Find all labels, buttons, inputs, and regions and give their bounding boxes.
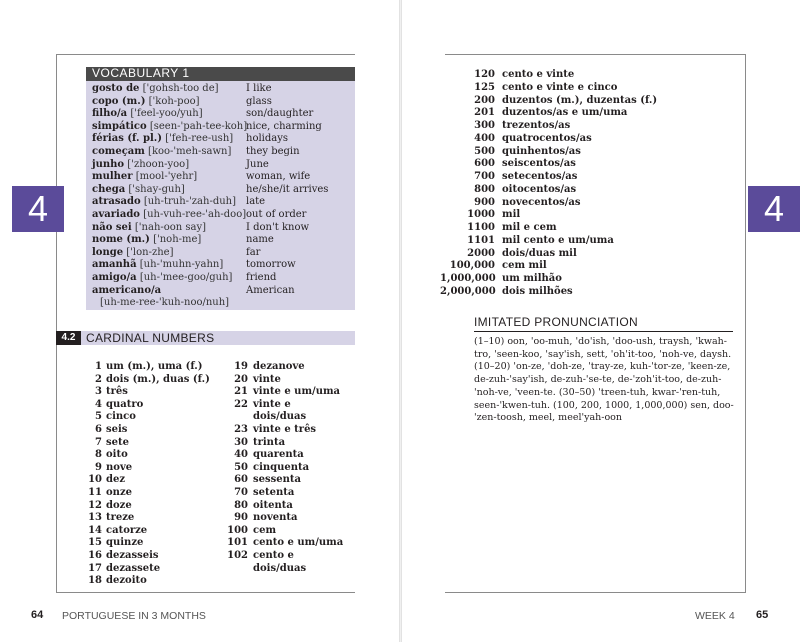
left-bottom-rule: [56, 592, 355, 593]
vocab-term: [100, 297, 229, 310]
vocab-pronunciation: ['noh-me]: [153, 234, 202, 246]
vocab-translation: late: [246, 196, 266, 208]
number-word: cento e vinte e cinco: [502, 81, 618, 93]
number-figure: 2000: [467, 247, 495, 259]
vocab-portuguese: copo (m.): [92, 95, 146, 107]
number-word: mil: [502, 209, 521, 221]
number-figure: 5: [95, 411, 102, 423]
vocab-pronunciation: ['zhoon-yoo]: [127, 158, 190, 170]
vocab-term: [92, 184, 185, 197]
book-gutter: [399, 0, 402, 642]
number-figure: 1: [95, 361, 102, 372]
vocab-pronunciation: [uh-me-ree-'kuh-noo/nuh]: [100, 297, 230, 309]
vocab-translation: American: [246, 284, 295, 296]
vocab-term: [92, 83, 219, 96]
number-figure: 17: [88, 562, 102, 574]
number-figure: 16: [88, 550, 102, 561]
number-figure: 14: [88, 524, 102, 536]
number-word: dezanove: [253, 361, 305, 372]
right-top-rule: [445, 54, 745, 55]
vocab-term: [92, 209, 246, 222]
number-word: cem: [253, 524, 277, 536]
number-word: onze: [106, 487, 132, 498]
vocab-portuguese: avariado: [92, 209, 140, 220]
number-word: dois milhões: [502, 285, 573, 297]
vocab-portuguese: mulher: [92, 171, 133, 183]
number-figure: 23: [234, 424, 248, 435]
vocab-portuguese: simpático: [92, 120, 147, 132]
number-figure: 1000: [467, 209, 495, 221]
number-word: sete: [106, 436, 129, 448]
number-word: dois/duas: [253, 411, 307, 423]
number-figure: 400: [474, 132, 495, 144]
number-word: novecentos/as: [502, 196, 581, 208]
number-word: mil e cem: [502, 222, 557, 233]
number-word: cinquenta: [253, 461, 310, 473]
vocab-translation: he/she/it arrives: [246, 183, 329, 195]
vocab-pronunciation: ['shay-guh]: [128, 183, 185, 195]
number-figure: 19: [234, 361, 248, 372]
number-figure: 300: [474, 120, 495, 131]
number-figure: 1,000,000: [440, 273, 496, 284]
vocab-translation: holidays: [246, 133, 289, 145]
number-figure: 102: [227, 550, 248, 561]
number-figure: 60: [234, 474, 248, 486]
vocab-pronunciation: ['koh-poo]: [148, 95, 200, 107]
vocabulary-title: VOCABULARY 1: [92, 66, 190, 80]
page-number-left: 64: [31, 609, 44, 621]
vocab-term: [92, 196, 236, 209]
number-word: cento e vinte: [502, 69, 575, 80]
number-word: dois (m.), duas (f.): [106, 373, 210, 385]
number-figure: 125: [474, 81, 495, 93]
number-figure: 7: [95, 436, 102, 448]
vocab-pronunciation: ['feel-yoo/yuh]: [130, 108, 203, 120]
number-word: sessenta: [253, 474, 301, 486]
number-word: mil cento e um/uma: [502, 234, 614, 246]
number-figure: 900: [474, 196, 495, 208]
imitated-pronunciation-title: IMITATED PRONUNCIATION: [474, 315, 638, 329]
number-figure: 15: [88, 537, 102, 549]
footer-week: WEEK 4: [695, 610, 735, 622]
number-figure: 120: [474, 69, 495, 80]
number-figure: 21: [234, 386, 248, 398]
right-bottom-rule: [445, 592, 745, 593]
number-word: noventa: [253, 512, 298, 524]
number-word: doze: [106, 499, 132, 511]
vocab-term: [92, 146, 231, 159]
number-word: seis: [106, 424, 128, 435]
number-word: dois/duas: [253, 562, 307, 574]
number-word: cem mil: [502, 260, 547, 272]
vocab-term: [92, 234, 201, 247]
number-figure: 11: [88, 487, 102, 498]
number-word: catorze: [106, 524, 148, 536]
vocab-portuguese: atrasado: [92, 196, 141, 208]
vocab-pronunciation: ['feh-ree-ush]: [165, 133, 234, 145]
number-figure: 100: [227, 524, 248, 536]
vocab-pronunciation: ['lon-zhe]: [126, 246, 174, 258]
number-word: vinte: [253, 373, 281, 385]
number-word: treze: [106, 512, 135, 524]
imitated-pronunciation-text: (1–10) oon, 'oo-muh, 'do'ish, 'doo-ush, traysh, 'kwah-tro, 'seen-koo, 'say'ish, sett, 'oh'it-too, 'noh-ve, daysh. (10–20) 'on-ze, 'doh-ze, 'tray-ze, kuh-'tor-ze, 'keen-ze, de-zuh-'say'ish, de-zuh-'se-te, de-'zoh'it-too, de-zuh-'noh-ve, 'veen-te. (30–50) 'treen-tuh, kwar-'ren-tuh, seen-'kwen-tuh. (100, 200, 1000, 1,000,000) sen, doo-'zen-toosh, meel, meel'yah-oon: [474, 336, 734, 424]
number-figure: 700: [474, 171, 495, 182]
number-word: dez: [106, 474, 126, 486]
number-figure: 2,000,000: [440, 285, 496, 297]
vocab-portuguese: junho: [92, 158, 125, 170]
number-figure: 100,000: [449, 260, 495, 272]
number-figure: 22: [234, 398, 248, 410]
number-figure: 50: [234, 461, 248, 473]
imitated-pronunciation-rule: [474, 331, 733, 332]
vocab-portuguese: não sei: [92, 221, 132, 233]
vocab-translation: nice, charming: [246, 120, 322, 132]
left-top-rule: [56, 54, 355, 55]
vocab-portuguese: nome (m.): [92, 234, 150, 246]
number-word: quarenta: [253, 449, 304, 461]
number-figure: 13: [88, 512, 102, 524]
number-figure: 600: [474, 158, 495, 170]
number-word: três: [106, 386, 128, 398]
vocab-portuguese: americano/a: [92, 284, 162, 296]
number-figure: 12: [88, 499, 102, 511]
vocab-pronunciation: [koo-'meh-sawn]: [148, 146, 232, 157]
number-figure: 500: [474, 145, 495, 157]
vocab-pronunciation: [uh-'muhn-yahn]: [139, 259, 224, 271]
number-figure: 1100: [467, 222, 495, 233]
chapter-tab-left: 4: [12, 186, 64, 232]
number-word: setenta: [253, 487, 295, 498]
number-word: dezassete: [106, 562, 161, 574]
vocab-term: [92, 159, 189, 172]
number-word: vinte e três: [253, 424, 317, 435]
number-figure: 2: [95, 373, 102, 385]
number-figure: 10: [88, 474, 102, 486]
number-figure: 30: [234, 436, 248, 448]
vocab-translation: out of order: [246, 209, 307, 220]
vocab-pronunciation: ['nah-oon say]: [134, 221, 207, 233]
vocab-term: [92, 285, 161, 298]
section-title: CARDINAL NUMBERS: [86, 331, 215, 345]
vocab-portuguese: começam: [92, 146, 145, 157]
number-word: cinco: [106, 411, 136, 423]
vocab-portuguese: filho/a: [92, 108, 128, 120]
vocab-pronunciation: [uh-'mee-goo/guh]: [139, 272, 233, 283]
number-figure: 18: [88, 575, 102, 587]
number-word: um milhão: [502, 273, 562, 284]
number-word: trinta: [253, 436, 286, 448]
vocab-portuguese: gosto de: [92, 83, 140, 94]
number-figure: 70: [234, 487, 248, 498]
number-word: vinte e: [253, 398, 291, 410]
vocab-pronunciation: [uh-truh-'zah-duh]: [143, 196, 237, 208]
vocab-translation: tomorrow: [246, 259, 296, 271]
number-figure: 1101: [467, 234, 495, 246]
number-figure: 20: [234, 373, 248, 385]
vocab-portuguese: longe: [92, 246, 124, 258]
vocab-term: [92, 222, 206, 235]
number-figure: 40: [234, 449, 248, 461]
vocab-term: [92, 247, 174, 260]
number-figure: 80: [234, 499, 248, 511]
number-word: um (m.), uma (f.): [106, 361, 203, 372]
vocab-portuguese: férias (f. pl.): [92, 133, 162, 145]
number-word: oito: [106, 449, 128, 461]
number-word: oitocentos/as: [502, 183, 577, 195]
vocab-translation: glass: [246, 95, 272, 107]
number-figure: 90: [234, 512, 248, 524]
number-word: dois/duas mil: [502, 247, 577, 259]
vocab-term: [92, 108, 203, 121]
vocab-translation: friend: [246, 272, 277, 283]
number-word: trezentos/as: [502, 120, 571, 131]
vocab-term: [92, 121, 247, 134]
section-number: 4.2: [56, 331, 81, 345]
vocab-translation: far: [246, 246, 261, 258]
page-number-right: 65: [756, 609, 769, 621]
number-figure: 6: [95, 424, 102, 435]
vocab-translation: son/daughter: [246, 108, 314, 120]
vocab-term: [92, 259, 223, 272]
footer-book-title: PORTUGUESE IN 3 MONTHS: [62, 610, 206, 622]
vocab-pronunciation: [uh-vuh-ree-'ah-doo]: [143, 209, 247, 220]
number-word: quinze: [106, 537, 144, 549]
number-figure: 8: [95, 449, 102, 461]
left-vertical-rule: [56, 54, 57, 593]
vocab-pronunciation: [seen-'pah-tee-koh]: [149, 120, 248, 132]
number-figure: 101: [227, 537, 248, 549]
number-figure: 200: [474, 94, 495, 106]
number-word: oitenta: [253, 499, 293, 511]
vocab-pronunciation: [mool-'yehr]: [135, 171, 198, 183]
vocab-term: [92, 272, 232, 285]
number-word: seiscentos/as: [502, 158, 576, 170]
number-word: cento e um/uma: [253, 537, 344, 549]
number-word: dezasseis: [106, 550, 159, 561]
vocab-term: [92, 133, 233, 146]
number-word: dezoito: [106, 575, 147, 587]
vocab-translation: they begin: [246, 146, 300, 157]
number-figure: 9: [95, 461, 102, 473]
number-figure: 201: [474, 107, 495, 119]
vocab-translation: woman, wife: [246, 171, 311, 183]
vocab-pronunciation: ['gohsh-too de]: [142, 83, 219, 94]
number-word: vinte e um/uma: [253, 386, 341, 398]
number-figure: 3: [95, 386, 102, 398]
number-word: quinhentos/as: [502, 145, 581, 157]
number-word: cento e: [253, 550, 294, 561]
right-vertical-rule: [745, 54, 746, 593]
number-word: setecentos/as: [502, 171, 578, 182]
number-word: quatrocentos/as: [502, 132, 592, 144]
number-figure: 800: [474, 183, 495, 195]
vocab-portuguese: chega: [92, 183, 126, 195]
vocab-translation: June: [246, 158, 269, 170]
number-figure: 4: [95, 398, 102, 410]
number-word: nove: [106, 461, 133, 473]
vocab-portuguese: amanhã: [92, 259, 137, 271]
number-word: duzentos/as e um/uma: [502, 107, 628, 119]
vocab-term: [92, 96, 200, 109]
number-word: quatro: [106, 398, 144, 410]
chapter-tab-right: 4: [748, 186, 800, 232]
vocab-term: [92, 171, 197, 184]
number-word: duzentos (m.), duzentas (f.): [502, 94, 658, 106]
vocab-translation: name: [246, 234, 274, 246]
vocab-portuguese: amigo/a: [92, 272, 137, 283]
vocab-translation: I don't know: [246, 221, 310, 233]
vocab-translation: I like: [246, 83, 272, 94]
